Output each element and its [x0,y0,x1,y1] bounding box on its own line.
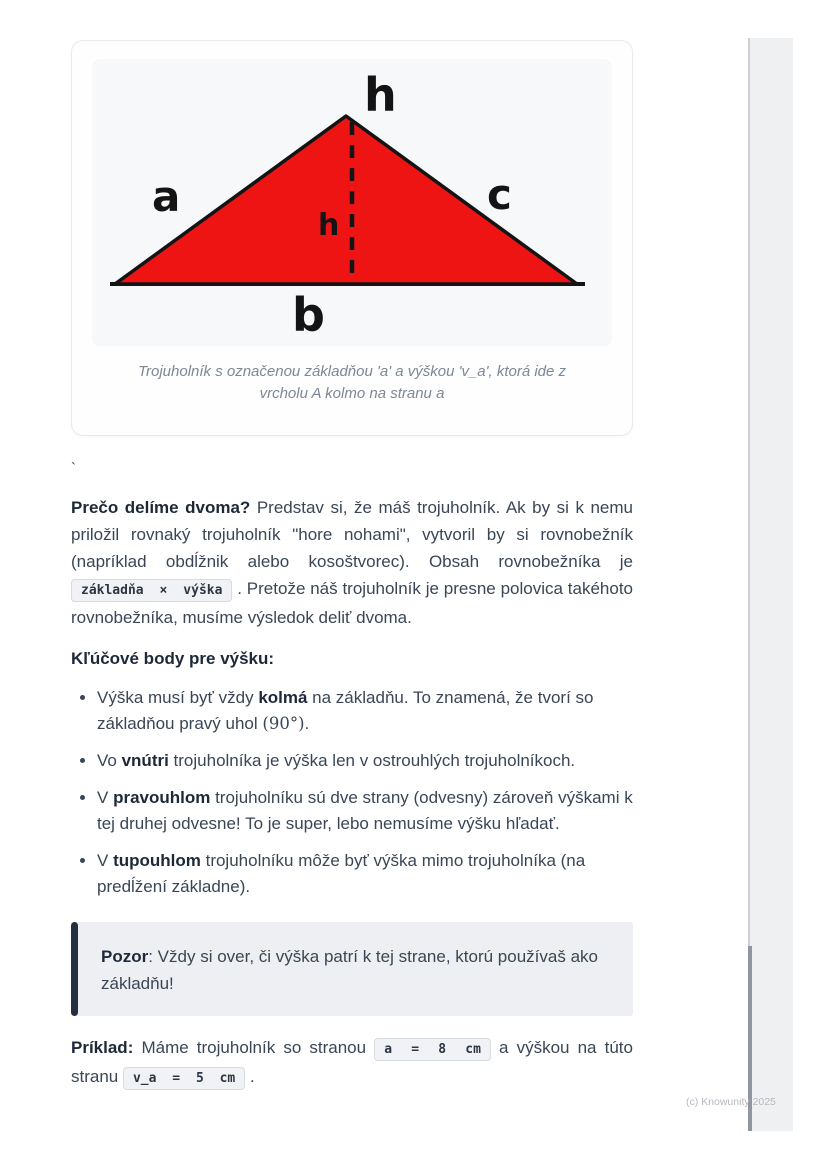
callout-accent-bar [71,922,78,1016]
document-content [71,0,633,1092]
text-segment: . Pretože náš trojuholník je presne polovica takéhoto rovnobežníka, musíme výsledok deliť dvoma. [71,579,633,627]
section-heading-key-points: Kľúčové body pre výšku: [71,649,275,668]
label-base-b: b [292,288,325,342]
label-apex-h: h [364,68,397,122]
text-segment: Predstav si, že máš trojuholník. Ak by si k nemu priložil rovnaký trojuholník "hore nohami", vytvoril by si rovnobežník (napríklad obdĺžnik alebo kosoštvorec). Obsah rovnobežníka je [71,498,633,571]
text-segment: Vo [97,751,122,770]
figure-card [71,40,633,436]
text-segment: na základňu. To znamená, že tvorí so základňou pravý uhol [97,688,594,733]
list-item [97,685,633,737]
text-segment: tupouhlom [113,851,201,870]
list-item [97,848,633,900]
paragraph-why-divide-by-two [71,494,633,631]
text-segment: : Vždy si over, či výška patrí k tej strane, ktorú používaš ako základňu! [101,947,598,993]
text-segment: Prečo delíme dvoma? [71,498,251,517]
text-segment: vnútri [121,751,169,770]
warning-callout [71,922,633,1016]
inline-code-chip: a = 8 cm [374,1038,491,1061]
text-segment: Máme trojuholník so stranou [133,1038,375,1057]
label-height-h: h [318,208,340,243]
text-segment: . [245,1067,255,1086]
text-segment: . [304,714,310,733]
text-segment: trojuholníku sú dve strany (odvesny) zároveň výškami k tej druhej odvesne! To je super, lebo nemusíme výšku hľadať. [97,788,633,833]
label-side-c: c [487,170,512,219]
copyright-watermark: (c) Knowunity 2025 [686,1096,776,1108]
label-side-a: a [152,172,181,221]
text-segment: Výška musí byť vždy [97,688,259,707]
figure-caption: Trojuholník s označenou základňou 'a' a výškou 'v_a', ktorá ide z vrcholu A kolmo na stranu a [137,363,567,402]
inline-code-chip: základňa × výška [71,579,232,602]
scrollbar-track[interactable] [748,38,793,1131]
text-segment: Pozor [101,947,149,966]
text-segment: V [97,788,114,807]
paragraph-example [71,1034,633,1092]
text-segment: (90°) [262,714,305,733]
list-item [97,748,633,774]
text-segment: a výškou na túto stranu [71,1038,633,1086]
inline-code-chip: v_a = 5 cm [123,1067,245,1090]
stray-backtick: ` [71,460,76,477]
text-segment: kolmá [258,688,308,707]
triangle-diagram-svg [92,59,612,346]
text-segment: trojuholníka je výška len v ostrouhlých trojuholníkoch. [168,751,576,770]
list-item [97,785,633,837]
text-segment: trojuholníku môže byť výška mimo trojuholníka (na predĺžení základne). [97,851,586,896]
text-segment: Príklad: [71,1038,134,1057]
text-segment: V [97,851,114,870]
callout-text [101,943,607,997]
triangle-figure [92,59,612,346]
key-points-list [71,685,633,900]
text-segment: pravouhlom [113,788,211,807]
